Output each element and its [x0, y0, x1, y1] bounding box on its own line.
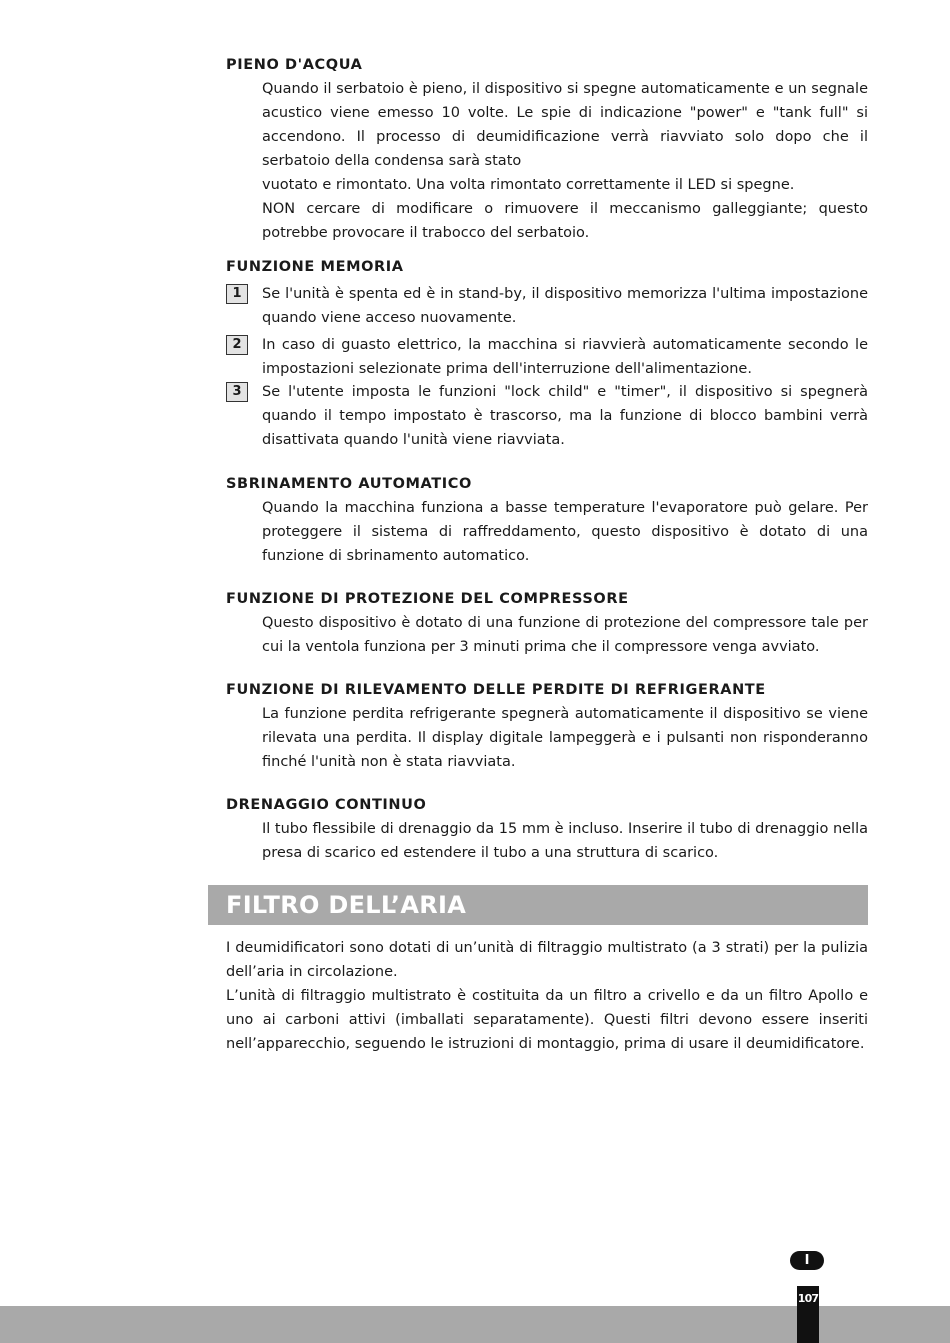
section-text-sbrinamento: Quando la macchina funziona a basse temperature l'evaporatore può gelare. Per proteggere il sistema di raffreddamento, questo dispositivo è dotato di una funzione di sbrinamento automatico.: [262, 500, 868, 564]
section-heading-compressore: FUNZIONE DI PROTEZIONE DEL COMPRESSORE: [226, 591, 629, 607]
paragraph-line: NON cercare di modificare o rimuovere il meccanismo galleggiante; questo potrebbe provocare il trabocco del serbatoio.: [262, 201, 868, 241]
language-badge: I: [790, 1251, 824, 1270]
section-text-drenaggio: Il tubo flessibile di drenaggio da 15 mm è incluso. Inserire il tubo di drenaggio nella presa di scarico ed estendere il tubo a una struttura di scarico.: [262, 821, 868, 861]
paragraph-line: vuotato e rimontato. Una volta rimontato correttamente il LED si spegne.: [262, 177, 795, 193]
filtro-text: [226, 936, 868, 1056]
section-text-pieno: [262, 77, 868, 245]
chapter-title-band: [208, 885, 868, 925]
section-heading-drenaggio: DRENAGGIO CONTINUO: [226, 797, 427, 813]
item-number-box: 1: [226, 284, 248, 304]
memoria-item-text: In caso di guasto elettrico, la macchina si riavvierà automaticamente secondo le impostazioni selezionate prima dell'interruzione dell'alimentazione.: [262, 337, 868, 377]
page-number-tab: [797, 1286, 819, 1343]
section-text-compressore: Questo dispositivo è dotato di una funzione di protezione del compressore tale per cui la ventola funziona per 3 minuti prima che il compressore venga avviato.: [262, 615, 868, 655]
section-heading-pieno: PIENO D'ACQUA: [226, 57, 363, 73]
paragraph-line: L’unità di filtraggio multistrato è costituita da un filtro a crivello e da un filtro Apollo e uno ai carboni attivi (imballati separatamente). Questi filtri devono essere inseriti nell’apparecchio, seguendo le istruzioni di montaggio, prima di usare il deumidificatore.: [226, 988, 868, 1052]
memoria-item-text: Se l'unità è spenta ed è in stand-by, il dispositivo memorizza l'ultima impostazione quando viene acceso nuovamente.: [262, 286, 868, 326]
section-heading-memoria: FUNZIONE MEMORIA: [226, 259, 404, 275]
section-heading-sbrinamento: SBRINAMENTO AUTOMATICO: [226, 476, 472, 492]
item-number-box: 2: [226, 335, 248, 355]
paragraph-line: I deumidificatori sono dotati di un’unità di filtraggio multistrato (a 3 strati) per la pulizia dell’aria in circolazione.: [226, 940, 868, 980]
paragraph-line: Quando il serbatoio è pieno, il dispositivo si spegne automaticamente e un segnale acustico viene emesso 10 volte. Le spie di indicazione "power" e "tank full" si accendono. Il processo di deumidificazione verrà riavviato solo dopo che il serbatoio della condensa sarà stato: [262, 81, 868, 169]
item-number-box: 3: [226, 382, 248, 402]
section-text-perdite: La funzione perdita refrigerante spegnerà automaticamente il dispositivo se viene rilevata una perdita. Il display digitale lampeggerà e i pulsanti non risponderanno finché l'unità non è stata riavviata.: [262, 706, 868, 770]
page-number: 107: [797, 1292, 819, 1305]
chapter-title: FILTRO DELL’ARIA: [226, 891, 467, 919]
memoria-item-text: Se l'utente imposta le funzioni "lock child" e "timer", il dispositivo si spegnerà quando il tempo impostato è trascorso, ma la funzione di blocco bambini verrà disattivata quando l'unità viene riavviata.: [262, 384, 868, 448]
section-heading-perdite: FUNZIONE DI RILEVAMENTO DELLE PERDITE DI REFRIGERANTE: [226, 682, 766, 698]
